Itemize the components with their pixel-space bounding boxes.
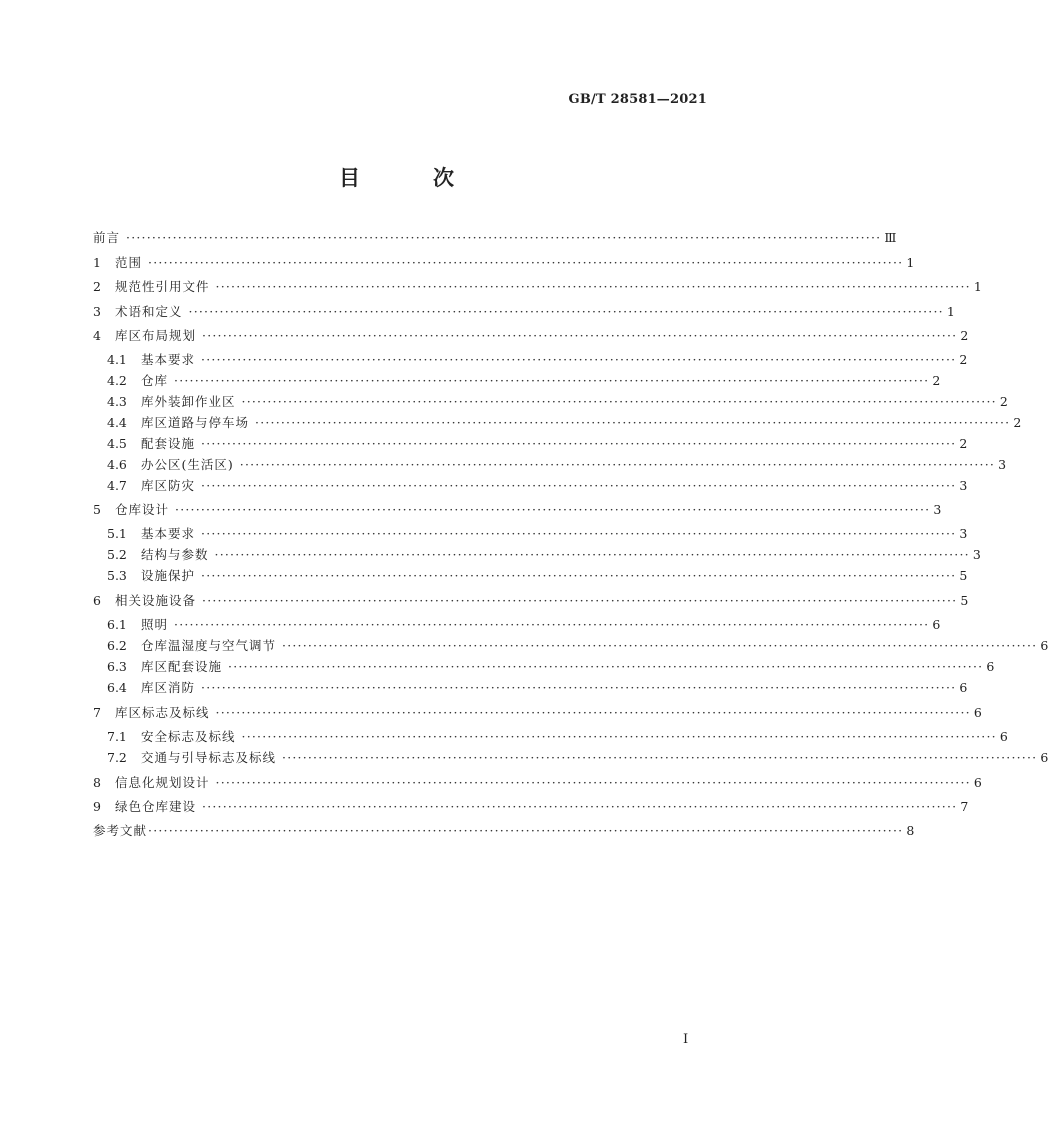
- toc-entry-label: 库区标志及标线: [115, 705, 210, 720]
- toc-entry-label: 相关设施设备: [115, 593, 197, 608]
- toc-entry-number: 5.2: [107, 547, 127, 562]
- toc-entry-page: 3: [972, 547, 981, 562]
- toc-leader: ··················································································································································: [201, 680, 957, 695]
- toc-entry-4-2[interactable]: [107, 373, 941, 389]
- toc-leader: ··················································································································································: [282, 638, 1038, 653]
- toc-entry-preface[interactable]: [93, 230, 897, 246]
- toc-entry-page: 1: [973, 279, 982, 294]
- toc-entry-page: 6: [973, 775, 982, 790]
- toc-entry-page: 8: [906, 823, 915, 838]
- toc-entry-label: 库区布局规划: [115, 328, 197, 343]
- toc-entry-page: 2: [932, 373, 941, 388]
- toc-entry-4[interactable]: [93, 328, 969, 344]
- toc-entry-label: 基本要求: [141, 352, 196, 367]
- toc-entry-number: 9: [93, 799, 101, 814]
- toc-entry-6-2[interactable]: [107, 638, 1048, 654]
- toc-entry-number: 4.3: [107, 394, 127, 409]
- toc-entry-page: 2: [999, 394, 1008, 409]
- toc-leader: ··················································································································································: [282, 750, 1038, 765]
- toc-entry-label: 信息化规划设计: [115, 775, 210, 790]
- toc-entry-number: 7.1: [107, 729, 127, 744]
- toc-entry-label: 绿色仓库建设: [115, 799, 197, 814]
- toc-entry-number: 6: [93, 593, 101, 608]
- toc-entry-number: 8: [93, 775, 101, 790]
- toc-entry-number: 1: [93, 255, 101, 270]
- toc-leader: ··················································································································································: [148, 823, 904, 838]
- standard-code: GB/T 28581—2021: [568, 92, 707, 107]
- toc-entry-page: 6: [1040, 750, 1048, 765]
- toc-entry-page: 5: [960, 593, 969, 608]
- toc-entry-label: 仓库设计: [115, 502, 170, 517]
- toc-leader: ··················································································································································: [239, 457, 996, 472]
- toc-entry-label: 库区配套设施: [141, 659, 223, 674]
- toc-entry-6-4[interactable]: [107, 680, 968, 696]
- toc-entry-4-6[interactable]: [107, 457, 1007, 473]
- toc-entry-page: 6: [986, 659, 995, 674]
- toc-entry-page: 3: [933, 502, 942, 517]
- toc-entry-4-4[interactable]: [107, 415, 1022, 431]
- page-number: I: [683, 1032, 689, 1047]
- toc-entry-label: 前言: [93, 230, 121, 245]
- toc-entry-page: 6: [1040, 638, 1048, 653]
- toc-entry-label: 办公区(生活区): [141, 457, 234, 472]
- toc-leader: ··················································································································································: [214, 547, 970, 562]
- toc-entry-label: 仓库温湿度与空气调节: [141, 638, 277, 653]
- toc-entry-5-3[interactable]: [107, 568, 968, 584]
- toc-entry-8[interactable]: [93, 775, 982, 791]
- toc-entry-page: 3: [959, 478, 968, 493]
- toc-entry-page: 2: [959, 436, 968, 451]
- toc-entry-6[interactable]: [93, 593, 969, 609]
- toc-entry-number: 4.1: [107, 352, 127, 367]
- toc-entry-page: Ⅲ: [884, 230, 897, 245]
- toc-entry-label: 库区防灾: [141, 478, 196, 493]
- toc-entry-number: 7.2: [107, 750, 127, 765]
- toc-entry-page: 3: [959, 526, 968, 541]
- toc-entry-label: 配套设施: [141, 436, 196, 451]
- toc-entry-number: 6.3: [107, 659, 127, 674]
- toc-entry-3[interactable]: [93, 304, 955, 320]
- toc-entry-page: 5: [959, 568, 968, 583]
- toc-entry-label: 基本要求: [141, 526, 196, 541]
- toc-leader: ··················································································································································: [241, 394, 997, 409]
- toc-leader: ··················································································································································: [201, 478, 957, 493]
- toc-leader: ··················································································································································: [126, 230, 882, 245]
- toc-entry-4-5[interactable]: [107, 436, 968, 452]
- toc-entry-label: 库区道路与停车场: [141, 415, 250, 430]
- toc-entry-4-1[interactable]: [107, 352, 968, 368]
- toc-entry-label: 术语和定义: [115, 304, 183, 319]
- toc-entry-label: 设施保护: [141, 568, 196, 583]
- toc-leader: ··················································································································································: [202, 799, 958, 814]
- toc-entry-5-1[interactable]: [107, 526, 968, 542]
- page-title: 目 次: [339, 165, 480, 190]
- toc-entry-page: 7: [960, 799, 969, 814]
- toc-leader: ··················································································································································: [215, 279, 971, 294]
- toc-entry-number: 7: [93, 705, 101, 720]
- toc-leader: ··················································································································································: [241, 729, 997, 744]
- toc-entry-2[interactable]: [93, 279, 982, 295]
- toc-leader: ··················································································································································: [174, 373, 930, 388]
- toc-entry-label: 库外装卸作业区: [141, 394, 236, 409]
- toc-entry-number: 6.1: [107, 617, 127, 632]
- toc-entry-number: 4.5: [107, 436, 127, 451]
- toc-entry-5-2[interactable]: [107, 547, 981, 563]
- toc-entry-number: 4.7: [107, 478, 127, 493]
- toc-entry-page: 1: [906, 255, 915, 270]
- toc-entry-number: 2: [93, 279, 101, 294]
- toc-entry-6-1[interactable]: [107, 617, 941, 633]
- toc-entry-page: 2: [959, 352, 968, 367]
- toc-entry-9[interactable]: [93, 799, 969, 815]
- toc-entry-page: 3: [998, 457, 1007, 472]
- toc-entry-number: 4.4: [107, 415, 127, 430]
- toc-entry-label: 照明: [141, 617, 169, 632]
- toc-entry-7[interactable]: [93, 705, 982, 721]
- toc-entry-label: 仓库: [141, 373, 169, 388]
- toc-leader: ··················································································································································: [201, 568, 957, 583]
- toc-entry-label: 库区消防: [141, 680, 196, 695]
- toc-entry-7-2[interactable]: [107, 750, 1048, 766]
- toc-leader: ··················································································································································: [201, 526, 957, 541]
- toc-entry-page: 1: [946, 304, 955, 319]
- toc-entry-page: 2: [1013, 415, 1022, 430]
- toc-entry-4-7[interactable]: [107, 478, 968, 494]
- toc-entry-4-3[interactable]: [107, 394, 1008, 410]
- toc-leader: ··················································································································································: [202, 328, 958, 343]
- toc-entry-number: 5: [93, 502, 101, 517]
- toc-entry-label: 安全标志及标线: [141, 729, 236, 744]
- toc-leader: ··················································································································································: [148, 255, 904, 270]
- toc-entry-number: 5.3: [107, 568, 127, 583]
- toc-entry-page: 6: [932, 617, 941, 632]
- toc-entry-5[interactable]: [93, 502, 942, 518]
- toc-entry-label: 范围: [115, 255, 143, 270]
- toc-entry-number: 6.4: [107, 680, 127, 695]
- toc-leader: ··················································································································································: [201, 352, 957, 367]
- toc-entry-page: 6: [999, 729, 1008, 744]
- toc-entry-number: 4: [93, 328, 101, 343]
- toc-entry-label: 交通与引导标志及标线: [141, 750, 277, 765]
- toc-entry-page: 6: [973, 705, 982, 720]
- toc-leader: ··················································································································································: [202, 593, 958, 608]
- toc-entry-label: 参考文献: [93, 823, 148, 838]
- toc-leader: ··················································································································································: [215, 705, 971, 720]
- toc-entry-label: 规范性引用文件: [115, 279, 210, 294]
- toc-entry-number: 4.6: [107, 457, 127, 472]
- toc-entry-7-1[interactable]: [107, 729, 1008, 745]
- toc-entry-page: 6: [959, 680, 968, 695]
- toc-leader: ··················································································································································: [174, 617, 930, 632]
- toc-entry-number: 4.2: [107, 373, 127, 388]
- toc-entry-references[interactable]: [93, 823, 915, 839]
- toc-entry-number: 3: [93, 304, 101, 319]
- toc-entry-page: 2: [960, 328, 969, 343]
- toc-leader: ··················································································································································: [188, 304, 944, 319]
- toc-entry-6-3[interactable]: [107, 659, 995, 675]
- toc-leader: ··················································································································································: [201, 436, 957, 451]
- toc-leader: ··················································································································································: [255, 415, 1011, 430]
- toc-entry-label: 结构与参数: [141, 547, 209, 562]
- toc-entry-number: 6.2: [107, 638, 127, 653]
- toc-leader: ··················································································································································: [175, 502, 931, 517]
- toc-entry-number: 5.1: [107, 526, 127, 541]
- toc-leader: ··················································································································································: [228, 659, 984, 674]
- toc-leader: ··················································································································································: [215, 775, 971, 790]
- toc-entry-1[interactable]: [93, 255, 915, 271]
